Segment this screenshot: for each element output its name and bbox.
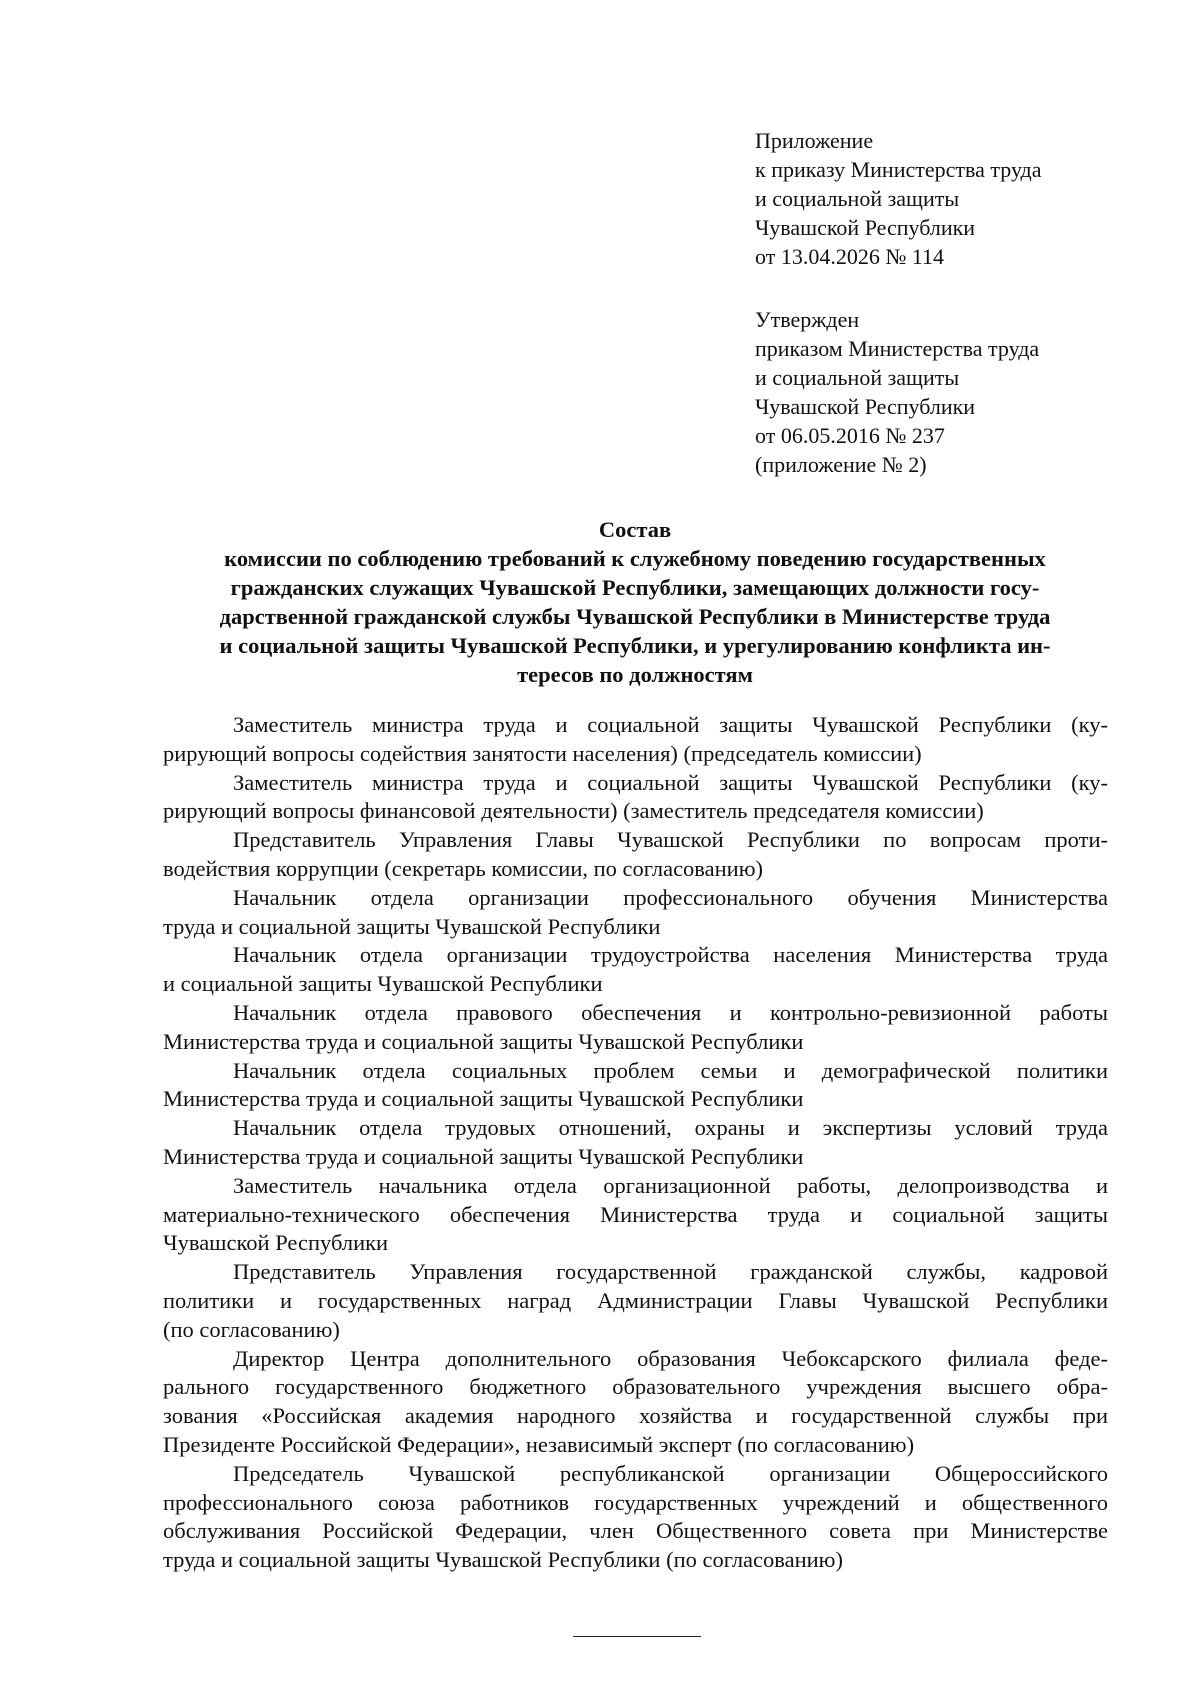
- member-line: Начальник отдела трудовых отношений, охраны и экспертизы условий труда: [233, 1115, 1108, 1141]
- member-line: профессионального союза работников государственных учреждений и общественного: [163, 1489, 1108, 1515]
- member-line: и социальной защиты Чувашской Республики: [163, 971, 603, 997]
- member-line: зования «Российская академия народного хозяйства и государственной службы при: [163, 1403, 1108, 1429]
- title-line: тересов по должностям: [517, 662, 753, 687]
- member-line: Начальник отдела организации трудоустройства населения Министерства труда: [233, 942, 1108, 968]
- member-paragraph: [163, 1057, 1108, 1115]
- title-line: дарственной гражданской службы Чувашской Республики в Министерстве труда: [219, 604, 1051, 629]
- member-paragraph: [163, 999, 1108, 1057]
- member-paragraph: [163, 769, 1108, 827]
- member-line: Начальник отдела социальных проблем семьи и демографической политики: [233, 1057, 1108, 1083]
- title-line: комиссии по соблюдению требований к служебному поведению государственных: [224, 546, 1046, 571]
- member-line: рирующий вопросы содействия занятости населения) (председатель комиссии): [163, 740, 922, 766]
- title-heading: Состав: [598, 517, 672, 542]
- member-line: Представитель Управления государственной гражданской службы, кадровой: [233, 1259, 1108, 1285]
- member-paragraph: [163, 711, 1108, 769]
- member-line: Чувашской Республики: [163, 1230, 389, 1256]
- member-line: Начальник отдела организации профессионального обучения Министерства: [233, 884, 1108, 910]
- member-paragraph: [163, 1114, 1108, 1172]
- member-line: рального государственного бюджетного образовательного учреждения высшего обра-: [163, 1374, 1108, 1400]
- approval-header: [755, 305, 1175, 479]
- closing-divider: [573, 1636, 701, 1637]
- member-line: Министерства труда и социальной защиты Чувашской Республики: [163, 1086, 804, 1112]
- member-paragraph: [163, 1460, 1108, 1575]
- appendix-header: [755, 126, 1175, 271]
- member-line: Президенте Российской Федерации», независимый эксперт (по согласованию): [163, 1431, 915, 1457]
- member-line: Директор Центра дополнительного образования Чебоксарского филиала феде-: [233, 1345, 1108, 1371]
- member-line: политики и государственных наград Администрации Главы Чувашской Республики: [163, 1287, 1108, 1313]
- appendix-line: и социальной защиты: [755, 186, 960, 211]
- member-line: труда и социальной защиты Чувашской Республики (по согласованию): [163, 1547, 843, 1573]
- member-line: (по согласованию): [163, 1316, 340, 1342]
- member-line: Начальник отдела правового обеспечения и контрольно-ревизионной работы: [233, 999, 1108, 1025]
- member-line: Министерства труда и социальной защиты Чувашской Республики: [163, 1028, 804, 1054]
- member-line: Председатель Чувашской республиканской организации Общероссийского: [233, 1460, 1108, 1486]
- member-line: водействия коррупции (секретарь комиссии, по согласованию): [163, 855, 764, 881]
- member-line: рирующий вопросы финансовой деятельности) (заместитель председателя комиссии): [163, 798, 984, 824]
- document-title: [160, 515, 1110, 689]
- appendix-line: от 13.04.2026 № 114: [755, 244, 944, 269]
- member-line: обслуживания Российской Федерации, член Общественного совета при Министерстве: [163, 1518, 1108, 1544]
- member-line: Представитель Управления Главы Чувашской Республики по вопросам проти-: [233, 827, 1108, 853]
- title-line: гражданских служащих Чувашской Республики, замещающих должности госу-: [230, 575, 1040, 600]
- member-line: Заместитель начальника отдела организационной работы, делопроизводства и: [233, 1172, 1108, 1198]
- appendix-line: к приказу Министерства труда: [755, 157, 1042, 182]
- approval-line: (приложение № 2): [755, 452, 927, 477]
- member-paragraph: [163, 1258, 1108, 1344]
- member-line: Заместитель министра труда и социальной защиты Чувашской Республики (ку-: [233, 712, 1108, 737]
- member-line: Заместитель министра труда и социальной защиты Чувашской Республики (ку-: [233, 769, 1108, 795]
- appendix-line: Чувашской Республики: [755, 215, 976, 240]
- member-paragraph: [163, 884, 1108, 942]
- approval-line: Утвержден: [755, 307, 860, 332]
- member-paragraph: [163, 826, 1108, 884]
- approval-line: и социальной защиты: [755, 365, 960, 390]
- approval-line: приказом Министерства труда: [755, 336, 1040, 361]
- title-line: и социальной защиты Чувашской Республики, и урегулированию конфликта ин-: [219, 633, 1051, 658]
- member-paragraph: [163, 1345, 1108, 1460]
- member-line: труда и социальной защиты Чувашской Республики: [163, 913, 661, 939]
- member-paragraph: [163, 1172, 1108, 1258]
- appendix-line: Приложение: [755, 128, 874, 153]
- commission-members-list: [163, 711, 1108, 1575]
- approval-line: от 06.05.2016 № 237: [755, 423, 945, 448]
- approval-line: Чувашской Республики: [755, 394, 976, 419]
- member-paragraph: [163, 941, 1108, 999]
- member-line: Министерства труда и социальной защиты Чувашской Республики: [163, 1143, 804, 1169]
- member-line: материально-технического обеспечения Министерства труда и социальной защиты: [163, 1201, 1108, 1227]
